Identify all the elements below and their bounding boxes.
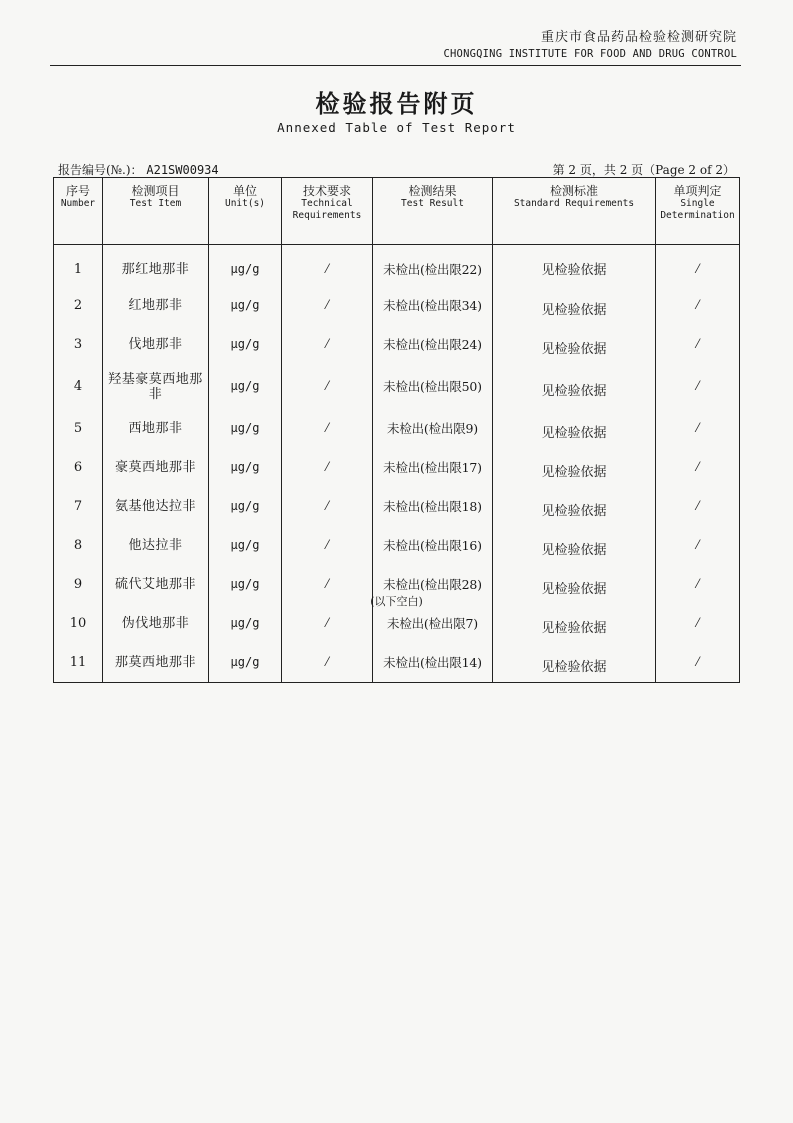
cell-unit: μg/g <box>209 487 282 526</box>
cell-unit: μg/g <box>209 448 282 487</box>
cell-number: 10 <box>54 604 103 643</box>
table-row <box>54 526 740 565</box>
header-divider <box>50 65 741 66</box>
header-number: 序号 Number <box>54 178 103 245</box>
blank-below-note: (以下空白) <box>370 595 423 608</box>
header-test-result: 检测结果 Test Result <box>373 178 493 245</box>
cell-test-item: 氨基他达拉非 <box>103 487 209 526</box>
table-row <box>54 364 740 409</box>
cell-technical-requirement: / <box>282 325 373 364</box>
report-number <box>58 161 219 178</box>
cell-test-result: 未检出(检出限34) <box>373 286 493 325</box>
header-standard-requirements: 检测标准 Standard Requirements <box>493 178 656 245</box>
table-row <box>54 409 740 448</box>
cell-technical-requirement: / <box>282 565 373 604</box>
cell-number: 9 <box>54 565 103 604</box>
cell-test-result: 未检出(检出限18) <box>373 487 493 526</box>
header-technical-requirements: 技术要求 Technical Requirements <box>282 178 373 245</box>
cell-number: 4 <box>54 364 103 409</box>
report-number-label: 报告编号(№.)： <box>58 163 143 177</box>
cell-test-item: 伪伐地那非 <box>103 604 209 643</box>
cell-test-result: 未检出(检出限50) <box>373 364 493 409</box>
cell-number: 2 <box>54 286 103 325</box>
cell-test-result: 未检出(检出限17) <box>373 448 493 487</box>
cell-test-item: 西地那非 <box>103 409 209 448</box>
cell-test-item: 那莫西地那非 <box>103 643 209 683</box>
cell-standard: 见检验依据 <box>493 643 656 683</box>
cell-technical-requirement: / <box>282 604 373 643</box>
cell-unit: μg/g <box>209 325 282 364</box>
cell-standard: 见检验依据 <box>493 325 656 364</box>
cell-test-item: 硫代艾地那非 <box>103 565 209 604</box>
cell-standard: 见检验依据 <box>493 286 656 325</box>
cell-test-result: 未检出(检出限22) <box>373 245 493 287</box>
cell-unit: μg/g <box>209 643 282 683</box>
cell-determination: / <box>656 643 740 683</box>
cell-standard: 见检验依据 <box>493 604 656 643</box>
cell-test-item: 伐地那非 <box>103 325 209 364</box>
cell-test-result: 未检出(检出限24) <box>373 325 493 364</box>
cell-standard: 见检验依据 <box>493 364 656 409</box>
cell-technical-requirement: / <box>282 448 373 487</box>
table-row <box>54 643 740 683</box>
cell-standard: 见检验依据 <box>493 409 656 448</box>
cell-number: 3 <box>54 325 103 364</box>
cell-determination: / <box>656 448 740 487</box>
cell-unit: μg/g <box>209 286 282 325</box>
institute-name-en: CHONGQING INSTITUTE FOR FOOD AND DRUG CONTROL <box>443 48 737 60</box>
cell-unit: μg/g <box>209 245 282 287</box>
cell-determination: / <box>656 364 740 409</box>
cell-test-result: 未检出(检出限16) <box>373 526 493 565</box>
cell-test-result: 未检出(检出限9) <box>373 409 493 448</box>
cell-unit: μg/g <box>209 409 282 448</box>
cell-unit: μg/g <box>209 565 282 604</box>
cell-determination: / <box>656 409 740 448</box>
cell-test-result: 未检出(检出限14) <box>373 643 493 683</box>
cell-test-item: 他达拉非 <box>103 526 209 565</box>
cell-determination: / <box>656 286 740 325</box>
cell-technical-requirement: / <box>282 364 373 409</box>
cell-unit: μg/g <box>209 364 282 409</box>
page-title-cn: 检验报告附页 <box>315 90 478 118</box>
cell-number: 1 <box>54 245 103 287</box>
cell-technical-requirement: / <box>282 409 373 448</box>
cell-technical-requirement: / <box>282 526 373 565</box>
cell-test-item: 豪莫西地那非 <box>103 448 209 487</box>
cell-number: 11 <box>54 643 103 683</box>
cell-number: 6 <box>54 448 103 487</box>
table-row <box>54 286 740 325</box>
cell-determination: / <box>656 526 740 565</box>
cell-determination: / <box>656 325 740 364</box>
table-row <box>54 245 740 287</box>
report-number-value: A21SW00934 <box>146 163 219 177</box>
cell-standard: 见检验依据 <box>493 565 656 604</box>
cell-determination: / <box>656 487 740 526</box>
cell-test-item: 那红地那非 <box>103 245 209 287</box>
header-test-item: 检测项目 Test Item <box>103 178 209 245</box>
cell-standard: 见检验依据 <box>493 245 656 287</box>
table-header-row <box>54 178 740 245</box>
page-indicator: 第 2 页，共 2 页（Page 2 of 2） <box>552 163 735 177</box>
table-row <box>54 487 740 526</box>
table-row <box>54 604 740 643</box>
cell-standard: 见检验依据 <box>493 448 656 487</box>
cell-determination: / <box>656 245 740 287</box>
cell-determination: / <box>656 604 740 643</box>
cell-test-result: 未检出(检出限7) <box>373 604 493 643</box>
cell-test-result: 未检出(检出限28) <box>373 565 493 604</box>
cell-technical-requirement: / <box>282 286 373 325</box>
cell-number: 8 <box>54 526 103 565</box>
cell-number: 7 <box>54 487 103 526</box>
cell-test-item: 红地那非 <box>103 286 209 325</box>
cell-unit: μg/g <box>209 604 282 643</box>
cell-unit: μg/g <box>209 526 282 565</box>
cell-technical-requirement: / <box>282 487 373 526</box>
table-row <box>54 325 740 364</box>
cell-technical-requirement: / <box>282 643 373 683</box>
cell-determination: / <box>656 565 740 604</box>
institute-name-cn: 重庆市食品药品检验检测研究院 <box>540 30 737 45</box>
cell-standard: 见检验依据 <box>493 526 656 565</box>
cell-test-item: 羟基豪莫西地那非 <box>103 364 209 409</box>
table-row <box>54 448 740 487</box>
cell-standard: 见检验依据 <box>493 487 656 526</box>
cell-technical-requirement: / <box>282 245 373 287</box>
cell-number: 5 <box>54 409 103 448</box>
page-title-en: Annexed Table of Test Report <box>277 120 516 135</box>
header-single-determination: 单项判定 Single Determination <box>656 178 740 245</box>
header-unit: 单位 Unit(s) <box>209 178 282 245</box>
